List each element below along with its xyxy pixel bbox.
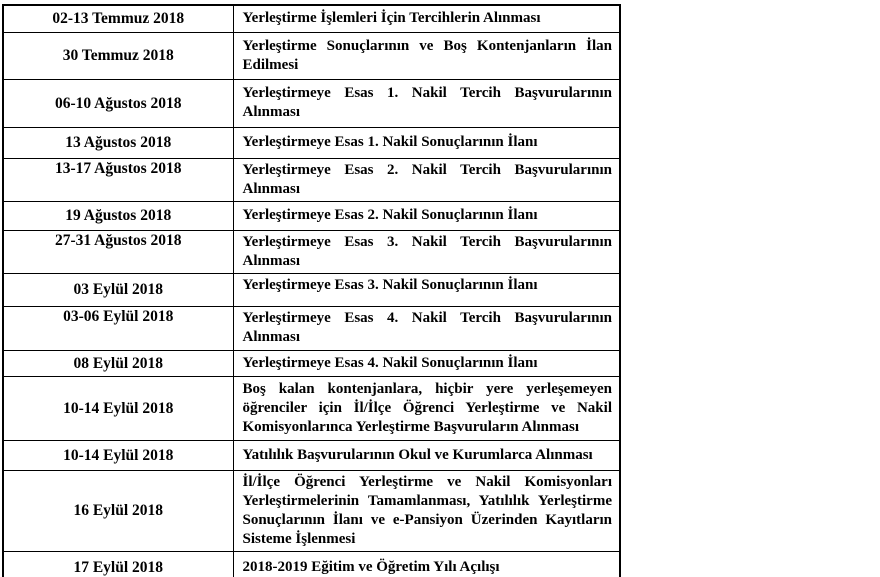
description-cell: Yerleştirmeye Esas 1. Nakil Tercih Başvurularının Alınması xyxy=(233,79,620,127)
table-row xyxy=(3,273,620,306)
date-cell: 03 Eylül 2018 xyxy=(3,273,233,306)
description-cell: Yerleştirme İşlemleri İçin Tercihlerin Alınması xyxy=(233,5,620,32)
description-cell: Yerleştirmeye Esas 2. Nakil Tercih Başvurularının Alınması xyxy=(233,158,620,201)
date-cell: 17 Eylül 2018 xyxy=(3,551,233,577)
description-cell: Boş kalan kontenjanlara, hiçbir yere yerleşemeyen öğrenciler için İl/İlçe Öğrenci Yerleştirme ve Nakil Komisyonlarınca Yerleştirme Başvuruların Alınması xyxy=(233,376,620,440)
placement-schedule-table xyxy=(2,4,621,577)
description-cell: Yerleştirmeye Esas 3. Nakil Sonuçlarının İlanı xyxy=(233,273,620,306)
date-cell: 30 Temmuz 2018 xyxy=(3,32,233,79)
table-row xyxy=(3,470,620,551)
date-cell: 10-14 Eylül 2018 xyxy=(3,440,233,470)
date-cell: 02-13 Temmuz 2018 xyxy=(3,5,233,32)
date-cell: 16 Eylül 2018 xyxy=(3,470,233,551)
description-cell: Yerleştirmeye Esas 3. Nakil Tercih Başvurularının Alınması xyxy=(233,230,620,273)
date-cell: 13-17 Ağustos 2018 xyxy=(3,158,233,201)
table-row xyxy=(3,5,620,32)
date-cell: 10-14 Eylül 2018 xyxy=(3,376,233,440)
table-row xyxy=(3,376,620,440)
table-row xyxy=(3,32,620,79)
table-body xyxy=(3,5,620,577)
description-cell: Yatılılık Başvurularının Okul ve Kurumlarca Alınması xyxy=(233,440,620,470)
table-row xyxy=(3,127,620,158)
date-cell: 03-06 Eylül 2018 xyxy=(3,306,233,350)
date-cell: 27-31 Ağustos 2018 xyxy=(3,230,233,273)
date-cell: 08 Eylül 2018 xyxy=(3,350,233,376)
date-cell: 13 Ağustos 2018 xyxy=(3,127,233,158)
table-row xyxy=(3,551,620,577)
description-cell: Yerleştirmeye Esas 2. Nakil Sonuçlarının İlanı xyxy=(233,201,620,230)
table-row xyxy=(3,79,620,127)
table-row xyxy=(3,158,620,201)
table-row xyxy=(3,440,620,470)
table-row xyxy=(3,201,620,230)
description-cell: Yerleştirmeye Esas 4. Nakil Sonuçlarının İlanı xyxy=(233,350,620,376)
description-cell: Yerleştirmeye Esas 1. Nakil Sonuçlarının İlanı xyxy=(233,127,620,158)
date-cell: 19 Ağustos 2018 xyxy=(3,201,233,230)
table-row xyxy=(3,230,620,273)
description-cell: Yerleştirmeye Esas 4. Nakil Tercih Başvurularının Alınması xyxy=(233,306,620,350)
description-cell: Yerleştirme Sonuçlarının ve Boş Kontenjanların İlan Edilmesi xyxy=(233,32,620,79)
table-row xyxy=(3,350,620,376)
date-cell: 06-10 Ağustos 2018 xyxy=(3,79,233,127)
description-cell: 2018-2019 Eğitim ve Öğretim Yılı Açılışı xyxy=(233,551,620,577)
table-row xyxy=(3,306,620,350)
description-cell: İl/İlçe Öğrenci Yerleştirme ve Nakil Komisyonları Yerleştirmelerinin Tamamlanması, Yatılılık Yerleştirme Sonuçlarının İlanı ve e-Pansiyon Üzerinden Kayıtların Sisteme İşlenmesi xyxy=(233,470,620,551)
